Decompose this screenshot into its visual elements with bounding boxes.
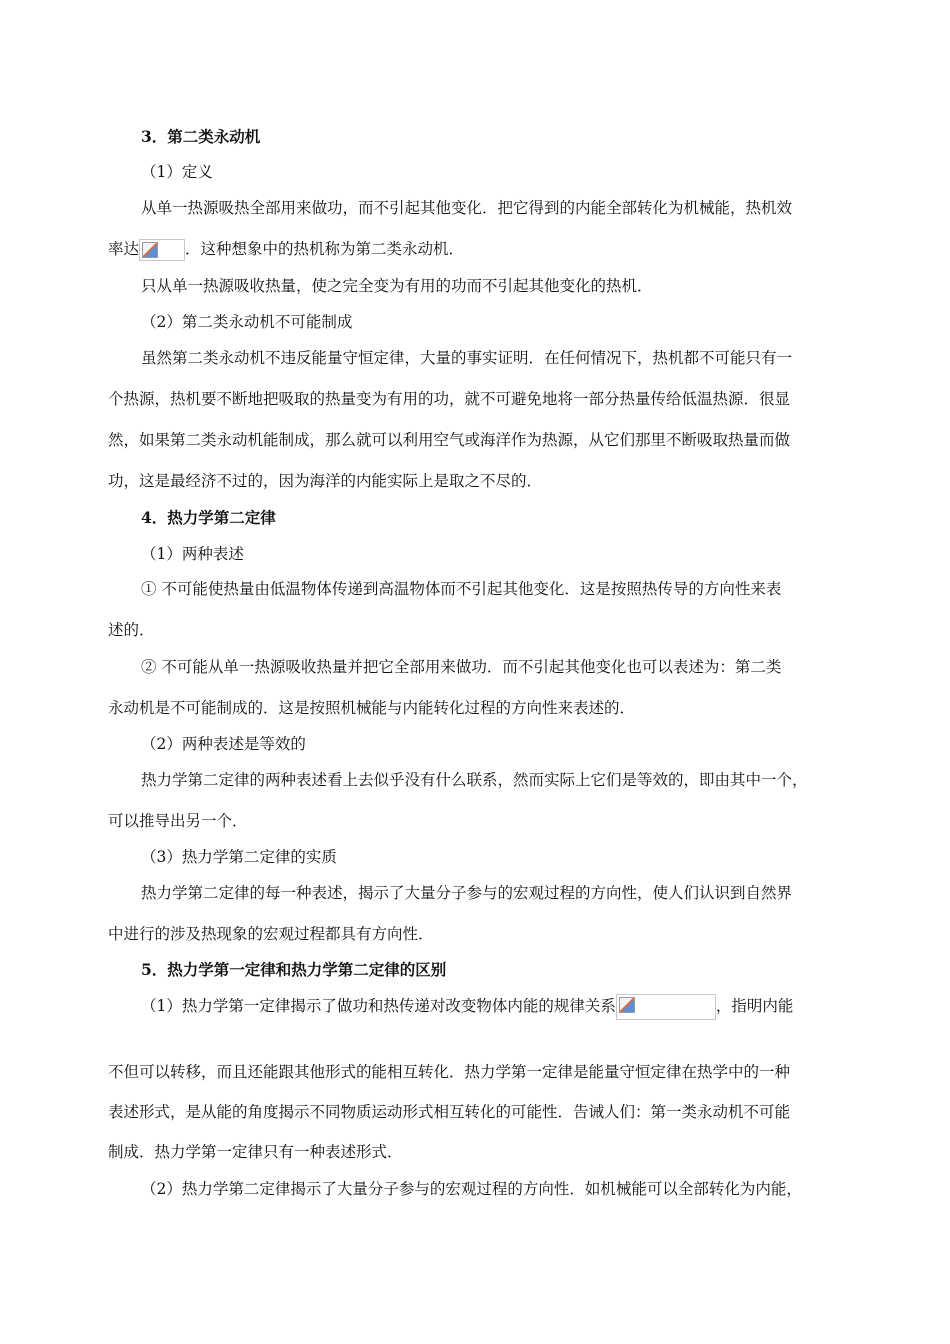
paragraph-text: ．这种想象中的热机称为第二类永动机． xyxy=(185,240,465,258)
paragraph-line: 只从单一热源吸收热量，使之完全变为有用的功而不引起其他变化的热机． xyxy=(141,277,653,295)
paragraph-line xyxy=(108,238,464,261)
paragraph-line: 制成．热力学第一定律只有一种表述形式． xyxy=(108,1143,403,1161)
section-4-1-heading: （1）两种表述 xyxy=(141,545,244,563)
paragraph-line: 热力学第二定律的每一种表述，揭示了大量分子参与的宏观过程的方向性，使人们认识到自然界 xyxy=(141,884,793,902)
paragraph-line: 表述形式，是从能的角度揭示不同物质运动形式相互转化的可能性．告诫人们：第一类永动机不可能 xyxy=(108,1103,791,1121)
paragraph-line: （2）热力学第二定律揭示了大量分子参与的宏观过程的方向性．如机械能可以全部转化为内能， xyxy=(141,1180,802,1198)
paragraph-line: 热力学第二定律的两种表述看上去似乎没有什么联系，然而实际上它们是等效的，即由其中一个， xyxy=(141,771,808,789)
paragraph-text: 率达 xyxy=(108,240,140,258)
paragraph-line: 中进行的涉及热现象的宏观过程都具有方向性． xyxy=(108,925,434,943)
paragraph-line xyxy=(141,994,793,1020)
paragraph-line: 述的． xyxy=(108,621,155,639)
section-4-2-heading: （2）两种表述是等效的 xyxy=(141,735,306,753)
paragraph-line: 功，这是最经济不过的，因为海洋的内能实际上是取之不尽的． xyxy=(108,472,543,490)
section-3-1-heading: （1）定义 xyxy=(141,163,213,181)
section-3-title: 3．第二类永动机 xyxy=(141,127,261,146)
section-5-title: 5．热力学第一定律和热力学第二定律的区别 xyxy=(141,960,447,979)
section-3-2-heading: （2）第二类永动机不可能制成 xyxy=(141,313,353,331)
formula-image-placeholder xyxy=(616,994,716,1020)
paragraph-line: 可以推导出另一个． xyxy=(108,812,248,830)
section-4-3-heading: （3）热力学第二定律的实质 xyxy=(141,848,337,866)
paragraph-text: （1）热力学第一定律揭示了做功和热传递对改变物体内能的规律关系 xyxy=(141,997,616,1015)
paragraph-line: 不但可以转移，而且还能跟其他形式的能相互转化．热力学第一定律是能量守恒定律在热学中的一种 xyxy=(108,1063,791,1081)
paragraph-line: 个热源，热机要不断地把吸取的热量变为有用的功，就不可避免地将一部分热量传给低温热源．很显 xyxy=(108,390,791,408)
paragraph-text: ，指明内能 xyxy=(715,997,794,1015)
paragraph-line: 虽然第二类永动机不违反能量守恒定律，大量的事实证明．在任何情况下，热机都不可能只有一 xyxy=(141,349,793,367)
section-4-title: 4．热力学第二定律 xyxy=(141,508,276,527)
paragraph-line: 从单一热源吸热全部用来做功，而不引起其他变化．把它得到的内能全部转化为机械能，热机效 xyxy=(141,199,793,217)
paragraph-line: 然，如果第二类永动机能制成，那么就可以利用空气或海洋作为热源，从它们那里不断吸取热量而做 xyxy=(108,431,791,449)
broken-image-icon xyxy=(619,997,635,1013)
formula-image-placeholder xyxy=(139,239,185,261)
paragraph-line: ② 不可能从单一热源吸收热量并把它全部用来做功．而不引起其他变化也可以表述为：第二类 xyxy=(141,658,782,676)
paragraph-line: 永动机是不可能制成的．这是按照机械能与内能转化过程的方向性来表述的． xyxy=(108,699,636,717)
broken-image-icon xyxy=(142,242,158,258)
paragraph-line: ① 不可能使热量由低温物体传递到高温物体而不引起其他变化．这是按照热传导的方向性来表 xyxy=(141,580,782,598)
